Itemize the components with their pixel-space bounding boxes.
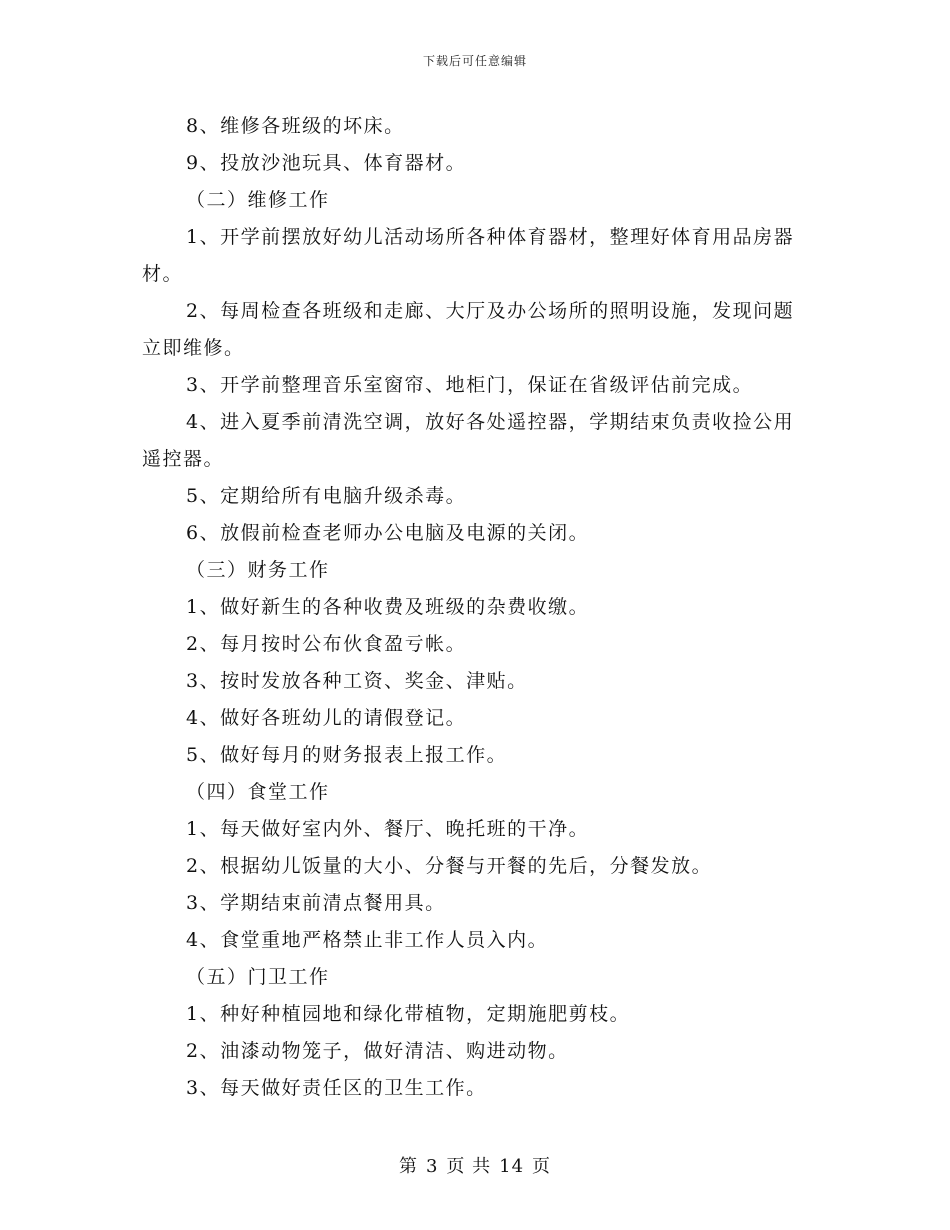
list-item: 2、根据幼儿饭量的大小、分餐与开餐的先后，分餐发放。 — [186, 855, 713, 877]
list-item: 9、投放沙池玩具、体育器材。 — [186, 152, 467, 174]
list-item: 2、每月按时公布伙食盈亏帐。 — [186, 633, 467, 655]
document-body — [142, 108, 812, 1107]
section-heading: （三）财务工作 — [186, 559, 330, 581]
list-item: 2、油漆动物笼子，做好清洁、购进动物。 — [186, 1040, 569, 1062]
list-item: 8、维修各班级的坏床。 — [186, 115, 405, 137]
list-item: 4、做好各班幼儿的请假登记。 — [186, 707, 467, 729]
list-item: 1、开学前摆放好幼儿活动场所各种体育器材，整理好体育用品房器材。 — [142, 226, 795, 285]
page-header: 下载后可任意编辑 — [422, 54, 527, 68]
page-footer — [0, 1152, 950, 1178]
list-item: 1、每天做好室内外、餐厅、晚托班的干净。 — [186, 818, 590, 840]
footer-suffix: 页 — [532, 1156, 552, 1177]
list-item: 5、定期给所有电脑升级杀毒。 — [186, 485, 467, 507]
list-item: 3、按时发放各种工资、奖金、津贴。 — [186, 670, 528, 692]
list-item: 4、食堂重地严格禁止非工作人员入内。 — [186, 929, 549, 951]
list-item: 1、种好种植园地和绿化带植物，定期施肥剪枝。 — [186, 1003, 631, 1025]
section-heading: （二）维修工作 — [186, 189, 330, 211]
section-heading: （四）食堂工作 — [186, 781, 330, 803]
current-page-number: 3 — [425, 1156, 439, 1177]
list-item: 3、每天做好责任区的卫生工作。 — [186, 1077, 487, 1099]
list-item: 3、学期结束前清点餐用具。 — [186, 892, 446, 914]
list-item: 3、开学前整理音乐室窗帘、地柜门，保证在省级评估前完成。 — [186, 374, 754, 396]
list-item: 5、做好每月的财务报表上报工作。 — [186, 744, 508, 766]
list-item: 4、进入夏季前清洗空调，放好各处遥控器，学期结束负责收捡公用遥控器。 — [142, 411, 795, 470]
footer-prefix: 第 — [398, 1156, 418, 1177]
list-item: 1、做好新生的各种收费及班级的杂费收缴。 — [186, 596, 590, 618]
total-page-count: 14 — [499, 1156, 525, 1177]
section-heading: （五）门卫工作 — [186, 966, 330, 988]
list-item: 6、放假前检查老师办公电脑及电源的关闭。 — [186, 522, 590, 544]
list-item: 2、每周检查各班级和走廊、大厅及办公场所的照明设施，发现问题立即维修。 — [142, 300, 795, 359]
footer-mid: 页 共 — [446, 1156, 492, 1177]
